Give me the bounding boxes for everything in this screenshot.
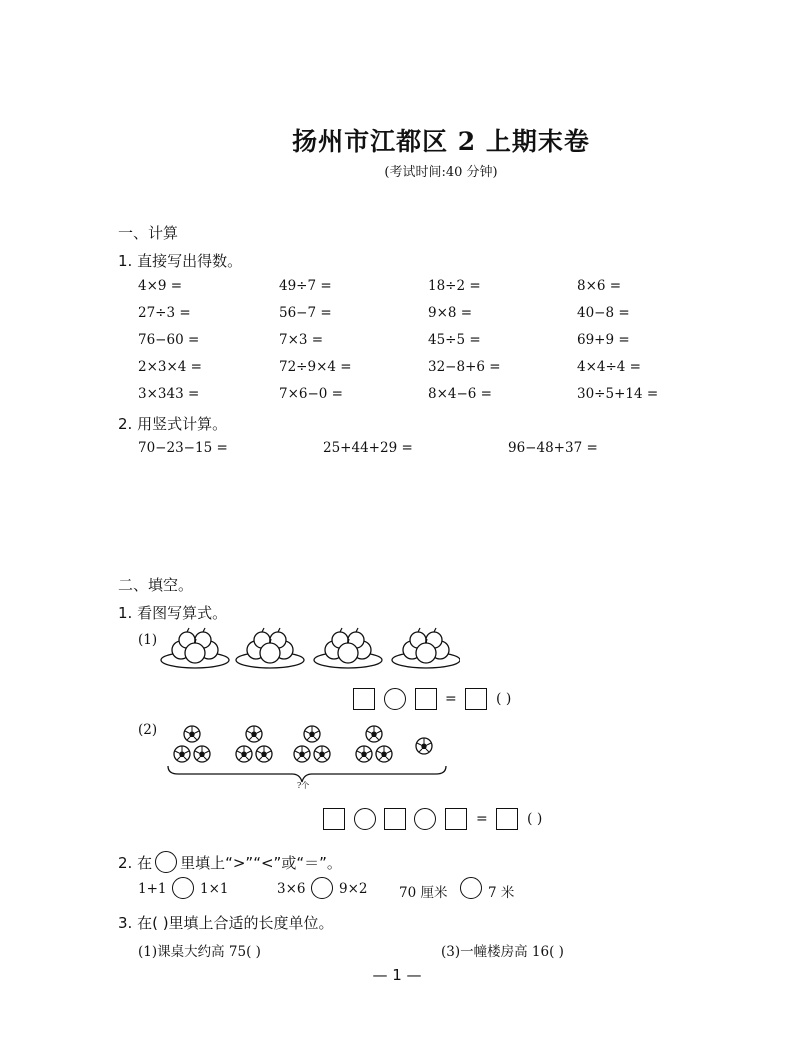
compare-right: 7 米 bbox=[488, 885, 515, 901]
q2-label-before: 2. 在 bbox=[118, 854, 153, 872]
calc-item: 2×3×4 = bbox=[138, 359, 202, 375]
calc-item: 40−8 = bbox=[577, 305, 630, 321]
calc-item: 49÷7 = bbox=[279, 278, 332, 294]
soccer-ball-icon bbox=[314, 746, 330, 762]
length-unit-item[interactable]: (3)一幢楼房高 16( ) bbox=[441, 944, 564, 960]
soccer-ball-icon bbox=[416, 738, 432, 754]
calc-item: 7×6−0 = bbox=[279, 386, 343, 402]
calc-item: 7×3 = bbox=[279, 332, 324, 348]
soccer-ball-icon bbox=[304, 726, 320, 742]
part-1-label: (1) bbox=[138, 632, 158, 648]
calc-item: 18÷2 = bbox=[428, 278, 481, 294]
answer-box[interactable] bbox=[384, 808, 406, 830]
compare-circle[interactable] bbox=[311, 877, 333, 899]
question-2-label bbox=[118, 846, 342, 873]
compare-circle[interactable] bbox=[460, 877, 482, 899]
compare-right: 1×1 bbox=[200, 881, 229, 897]
calc-item: 45÷5 = bbox=[428, 332, 481, 348]
question-3-label: 3. 在( )里填上合适的长度单位。 bbox=[118, 914, 334, 932]
soccer-ball-icon bbox=[194, 746, 210, 762]
q2-label-after: 里填上“>”“<”或“＝”。 bbox=[180, 854, 342, 872]
apple-plate bbox=[236, 628, 304, 668]
calc-item: 8×4−6 = bbox=[428, 386, 492, 402]
brace-label: ?个 bbox=[297, 781, 310, 790]
operator-circle[interactable] bbox=[384, 688, 406, 710]
page-number: — 1 — bbox=[372, 966, 422, 984]
ball-group bbox=[294, 726, 330, 762]
question-1-label: 1. 看图写算式。 bbox=[118, 604, 228, 622]
operator-circle[interactable] bbox=[414, 808, 436, 830]
calc-item: 8×6 = bbox=[577, 278, 622, 294]
unit-paren[interactable]: ( ) bbox=[496, 691, 512, 707]
soccer-ball-icon bbox=[356, 746, 372, 762]
soccer-ball-icon bbox=[256, 746, 272, 762]
calc-item: 56−7 = bbox=[279, 305, 332, 321]
part-2-label: (2) bbox=[138, 722, 158, 738]
compare-left: 70 厘米 bbox=[399, 885, 448, 901]
vertical-calc-item: 96−48+37 = bbox=[508, 440, 598, 456]
ball-group bbox=[236, 726, 272, 762]
answer-box[interactable] bbox=[415, 688, 437, 710]
soccer-ball-icon bbox=[366, 726, 382, 742]
answer-box[interactable] bbox=[323, 808, 345, 830]
soccer-ball-icon bbox=[236, 746, 252, 762]
apple-plate bbox=[392, 628, 460, 668]
length-unit-item[interactable]: (1)课桌大约高 75( ) bbox=[138, 944, 261, 960]
compare-circle[interactable] bbox=[172, 877, 194, 899]
calc-item: 4×4÷4 = bbox=[577, 359, 641, 375]
calc-item: 4×9 = bbox=[138, 278, 183, 294]
apple-plate bbox=[161, 628, 229, 668]
calc-item: 30÷5+14 = bbox=[577, 386, 659, 402]
calc-item: 9×8 = bbox=[428, 305, 473, 321]
calc-item: 72÷9×4 = bbox=[279, 359, 352, 375]
section-heading-fill: 二、填空。 bbox=[118, 576, 194, 594]
vertical-calc-item: 70−23−15 = bbox=[138, 440, 228, 456]
calc-item: 27÷3 = bbox=[138, 305, 191, 321]
soccer-ball-icon bbox=[246, 726, 262, 742]
compare-left: 3×6 bbox=[277, 881, 306, 897]
vertical-calc-item: 25+44+29 = bbox=[323, 440, 413, 456]
compare-left: 1+1 bbox=[138, 881, 167, 897]
ball-group bbox=[356, 726, 392, 762]
equals-sign: = bbox=[476, 811, 488, 827]
page-title: 扬州市江都区 2 上期末卷 bbox=[292, 127, 590, 156]
apple-plates-illustration bbox=[160, 626, 460, 674]
answer-box[interactable] bbox=[465, 688, 487, 710]
equals-sign: = bbox=[445, 691, 457, 707]
soccer-ball-icon bbox=[294, 746, 310, 762]
soccer-ball-icon bbox=[174, 746, 190, 762]
compare-circle-sample bbox=[155, 851, 177, 873]
soccer-ball-icon bbox=[376, 746, 392, 762]
section-heading-calc: 一、计算 bbox=[118, 224, 179, 242]
calc-item: 76−60 = bbox=[138, 332, 200, 348]
operator-circle[interactable] bbox=[354, 808, 376, 830]
unit-paren[interactable]: ( ) bbox=[527, 811, 543, 827]
calc-item: 32−8+6 = bbox=[428, 359, 501, 375]
soccer-ball-icon bbox=[184, 726, 200, 742]
compare-right: 9×2 bbox=[339, 881, 368, 897]
question-2-label: 2. 用竖式计算。 bbox=[118, 415, 228, 433]
exam-time: (考试时间:40 分钟) bbox=[384, 165, 498, 180]
answer-box[interactable] bbox=[353, 688, 375, 710]
answer-box[interactable] bbox=[445, 808, 467, 830]
answer-box[interactable] bbox=[496, 808, 518, 830]
calc-item: 69+9 = bbox=[577, 332, 630, 348]
question-1-label: 1. 直接写出得数。 bbox=[118, 252, 243, 270]
ball-group bbox=[174, 726, 210, 762]
calc-item: 3×343 = bbox=[138, 386, 200, 402]
apple-plate bbox=[314, 628, 382, 668]
